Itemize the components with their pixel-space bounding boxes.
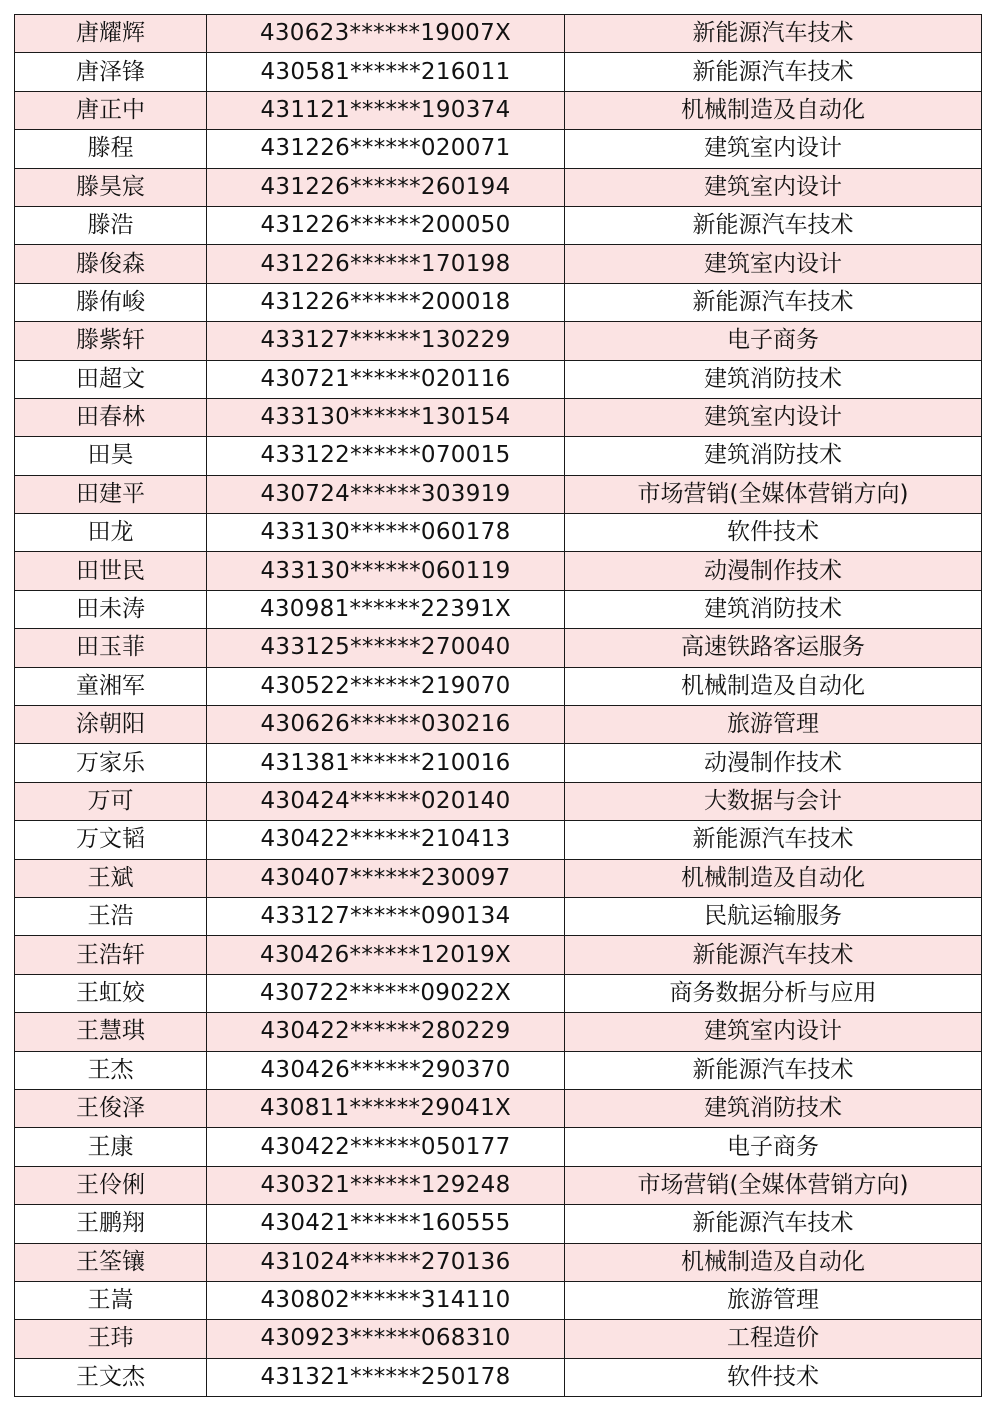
table-row	[15, 53, 982, 91]
table-row	[15, 590, 982, 628]
name-cell: 滕程	[15, 130, 207, 168]
major-cell: 建筑消防技术	[565, 360, 982, 398]
major-cell: 建筑室内设计	[565, 245, 982, 283]
id-number-cell: 431321******250178	[207, 1358, 565, 1396]
name-cell: 王鹏翔	[15, 1205, 207, 1243]
major-cell: 动漫制作技术	[565, 744, 982, 782]
id-number-cell: 430802******314110	[207, 1281, 565, 1319]
id-number-cell: 430321******129248	[207, 1166, 565, 1204]
table-row	[15, 706, 982, 744]
name-cell: 王斌	[15, 859, 207, 897]
major-cell: 商务数据分析与应用	[565, 974, 982, 1012]
major-cell: 新能源汽车技术	[565, 821, 982, 859]
id-number-cell: 431226******170198	[207, 245, 565, 283]
id-number-cell: 431121******190374	[207, 91, 565, 129]
id-number-cell: 430422******280229	[207, 1013, 565, 1051]
id-number-cell: 431226******200018	[207, 283, 565, 321]
id-number-cell: 430626******030216	[207, 706, 565, 744]
id-number-cell: 430422******210413	[207, 821, 565, 859]
table-row	[15, 897, 982, 935]
major-cell: 新能源汽车技术	[565, 206, 982, 244]
id-number-cell: 430811******29041X	[207, 1089, 565, 1127]
id-number-cell: 430923******068310	[207, 1320, 565, 1358]
table-row	[15, 1089, 982, 1127]
major-cell: 建筑消防技术	[565, 437, 982, 475]
table-row	[15, 1128, 982, 1166]
name-cell: 万可	[15, 782, 207, 820]
table-row	[15, 552, 982, 590]
name-cell: 唐正中	[15, 91, 207, 129]
name-cell: 王伶俐	[15, 1166, 207, 1204]
major-cell: 新能源汽车技术	[565, 53, 982, 91]
major-cell: 建筑室内设计	[565, 1013, 982, 1051]
major-cell: 旅游管理	[565, 1281, 982, 1319]
name-cell: 童湘军	[15, 667, 207, 705]
table-row	[15, 782, 982, 820]
name-cell: 田春林	[15, 398, 207, 436]
id-number-cell: 430424******020140	[207, 782, 565, 820]
name-cell: 滕昊宸	[15, 168, 207, 206]
id-number-cell: 430623******19007X	[207, 15, 565, 53]
name-cell: 王虹姣	[15, 974, 207, 1012]
major-cell: 市场营销(全媒体营销方向)	[565, 1166, 982, 1204]
id-number-cell: 430724******303919	[207, 475, 565, 513]
major-cell: 软件技术	[565, 1358, 982, 1396]
major-cell: 动漫制作技术	[565, 552, 982, 590]
table-row	[15, 1013, 982, 1051]
id-number-cell: 430426******290370	[207, 1051, 565, 1089]
major-cell: 大数据与会计	[565, 782, 982, 820]
table-row	[15, 475, 982, 513]
name-cell: 王俊泽	[15, 1089, 207, 1127]
name-cell: 王浩轩	[15, 936, 207, 974]
name-cell: 田未涛	[15, 590, 207, 628]
major-cell: 建筑室内设计	[565, 130, 982, 168]
table-row	[15, 168, 982, 206]
id-number-cell: 430722******09022X	[207, 974, 565, 1012]
name-cell: 王杰	[15, 1051, 207, 1089]
major-cell: 电子商务	[565, 322, 982, 360]
id-number-cell: 430407******230097	[207, 859, 565, 897]
name-cell: 田世民	[15, 552, 207, 590]
id-number-cell: 433130******060178	[207, 514, 565, 552]
id-number-cell: 431381******210016	[207, 744, 565, 782]
name-cell: 滕浩	[15, 206, 207, 244]
id-number-cell: 433127******090134	[207, 897, 565, 935]
name-cell: 滕侑峻	[15, 283, 207, 321]
table-row	[15, 667, 982, 705]
table-row	[15, 859, 982, 897]
id-number-cell: 430981******22391X	[207, 590, 565, 628]
table-row	[15, 322, 982, 360]
id-number-cell: 430426******12019X	[207, 936, 565, 974]
table-row	[15, 206, 982, 244]
table-row	[15, 974, 982, 1012]
name-cell: 王玮	[15, 1320, 207, 1358]
table-row	[15, 15, 982, 53]
id-number-cell: 430721******020116	[207, 360, 565, 398]
major-cell: 软件技术	[565, 514, 982, 552]
table-row	[15, 1320, 982, 1358]
major-cell: 电子商务	[565, 1128, 982, 1166]
name-cell: 唐耀辉	[15, 15, 207, 53]
table-row	[15, 1281, 982, 1319]
major-cell: 民航运输服务	[565, 897, 982, 935]
table-row	[15, 1358, 982, 1396]
name-cell: 唐泽锋	[15, 53, 207, 91]
id-number-cell: 430422******050177	[207, 1128, 565, 1166]
name-cell: 滕紫轩	[15, 322, 207, 360]
major-cell: 高速铁路客运服务	[565, 629, 982, 667]
table-body	[15, 15, 982, 1397]
major-cell: 建筑消防技术	[565, 590, 982, 628]
major-cell: 建筑室内设计	[565, 168, 982, 206]
major-cell: 新能源汽车技术	[565, 1051, 982, 1089]
name-cell: 王文杰	[15, 1358, 207, 1396]
major-cell: 机械制造及自动化	[565, 667, 982, 705]
name-cell: 滕俊森	[15, 245, 207, 283]
name-cell: 王慧琪	[15, 1013, 207, 1051]
table-row	[15, 91, 982, 129]
table-row	[15, 744, 982, 782]
major-cell: 旅游管理	[565, 706, 982, 744]
major-cell: 机械制造及自动化	[565, 91, 982, 129]
name-cell: 田玉菲	[15, 629, 207, 667]
name-cell: 涂朝阳	[15, 706, 207, 744]
major-cell: 市场营销(全媒体营销方向)	[565, 475, 982, 513]
major-cell: 新能源汽车技术	[565, 283, 982, 321]
name-cell: 万家乐	[15, 744, 207, 782]
id-number-cell: 431226******020071	[207, 130, 565, 168]
major-cell: 新能源汽车技术	[565, 936, 982, 974]
name-cell: 田龙	[15, 514, 207, 552]
id-number-cell: 431226******200050	[207, 206, 565, 244]
table-row	[15, 1051, 982, 1089]
name-cell: 田超文	[15, 360, 207, 398]
table-row	[15, 130, 982, 168]
table-row	[15, 360, 982, 398]
table-row	[15, 398, 982, 436]
student-list-table	[14, 14, 982, 1397]
table-row	[15, 245, 982, 283]
name-cell: 王康	[15, 1128, 207, 1166]
id-number-cell: 433125******270040	[207, 629, 565, 667]
table-row	[15, 1166, 982, 1204]
table-row	[15, 1243, 982, 1281]
major-cell: 建筑室内设计	[565, 398, 982, 436]
table-row	[15, 514, 982, 552]
table-row	[15, 629, 982, 667]
name-cell: 万文韬	[15, 821, 207, 859]
table-row	[15, 1205, 982, 1243]
name-cell: 王浩	[15, 897, 207, 935]
id-number-cell: 430581******216011	[207, 53, 565, 91]
id-number-cell: 431024******270136	[207, 1243, 565, 1281]
id-number-cell: 430522******219070	[207, 667, 565, 705]
table-row	[15, 936, 982, 974]
id-number-cell: 431226******260194	[207, 168, 565, 206]
id-number-cell: 433127******130229	[207, 322, 565, 360]
table-row	[15, 283, 982, 321]
name-cell: 田昊	[15, 437, 207, 475]
name-cell: 王嵩	[15, 1281, 207, 1319]
name-cell: 王筌镶	[15, 1243, 207, 1281]
id-number-cell: 433130******060119	[207, 552, 565, 590]
major-cell: 新能源汽车技术	[565, 1205, 982, 1243]
id-number-cell: 433122******070015	[207, 437, 565, 475]
name-cell: 田建平	[15, 475, 207, 513]
id-number-cell: 433130******130154	[207, 398, 565, 436]
id-number-cell: 430421******160555	[207, 1205, 565, 1243]
table-row	[15, 437, 982, 475]
major-cell: 机械制造及自动化	[565, 859, 982, 897]
table-row	[15, 821, 982, 859]
major-cell: 机械制造及自动化	[565, 1243, 982, 1281]
major-cell: 工程造价	[565, 1320, 982, 1358]
major-cell: 新能源汽车技术	[565, 15, 982, 53]
major-cell: 建筑消防技术	[565, 1089, 982, 1127]
